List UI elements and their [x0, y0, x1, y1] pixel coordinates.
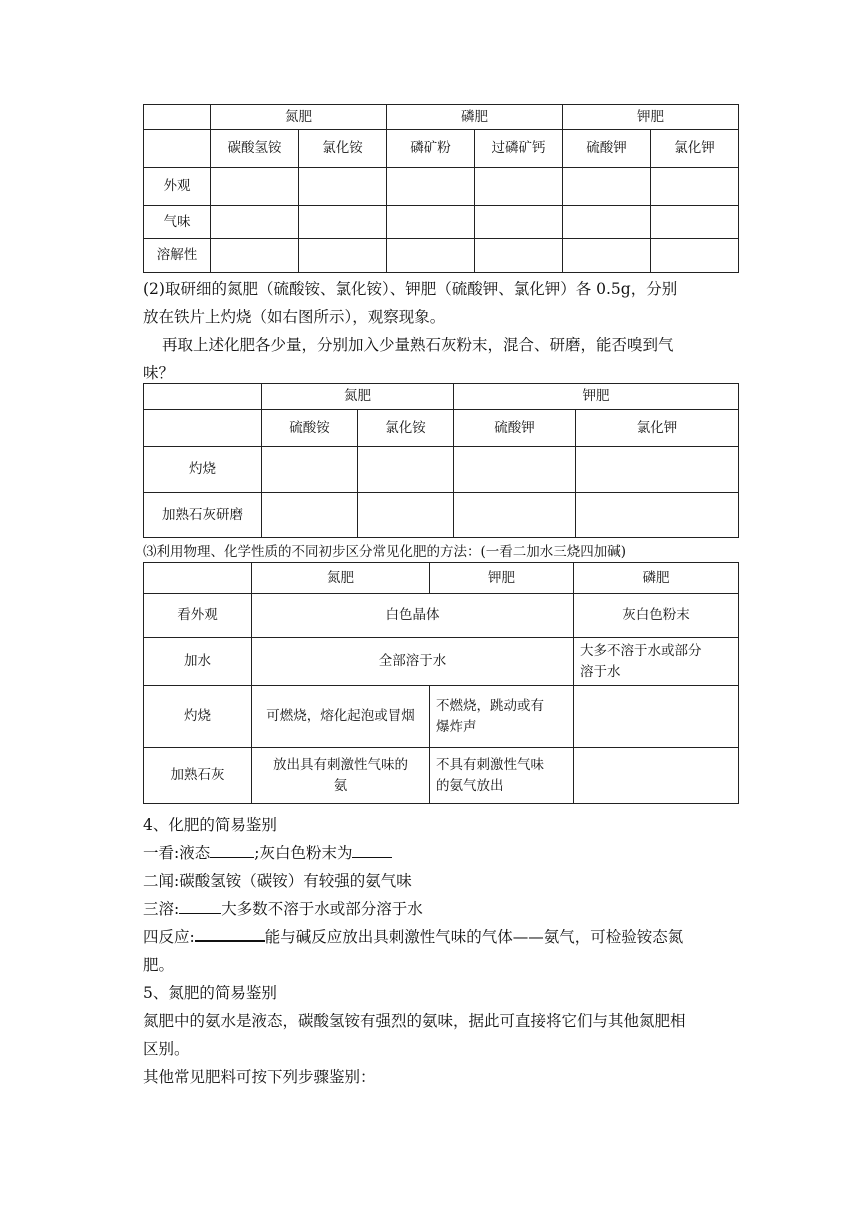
item-header: 氯化铵	[299, 130, 387, 168]
corner-cell	[144, 563, 252, 594]
section5-paragraph-line3: 其他常见肥料可按下列步骤鉴别：	[143, 1068, 376, 1086]
answer-cell[interactable]	[387, 168, 475, 206]
answer-cell[interactable]	[576, 493, 739, 538]
answer-cell[interactable]	[475, 168, 563, 206]
header-potassium: 钾肥	[430, 563, 574, 594]
answer-cell[interactable]	[563, 168, 651, 206]
blank-liquid[interactable]	[210, 856, 254, 858]
cell-text-line: 氨	[333, 777, 348, 794]
item-header: 过磷矿钙	[475, 130, 563, 168]
answer-cell[interactable]	[651, 206, 739, 239]
react-text: 四反应:	[143, 928, 195, 946]
item-header: 硫酸铵	[262, 410, 358, 447]
corner-cell	[144, 410, 262, 447]
answer-cell[interactable]	[475, 239, 563, 273]
row-label: 灼烧	[144, 686, 252, 748]
cell-text-line: 的氨气放出	[436, 777, 504, 794]
cell-text-line: 溶于水	[580, 663, 621, 680]
cell-dissolve: 全部溶于水	[252, 638, 574, 686]
dissolve-text-2: 大多数不溶于水或部分溶于水	[221, 900, 423, 918]
cell-text-line: 不燃烧，跳动或有	[436, 698, 544, 715]
item-header: 氯化钾	[651, 130, 739, 168]
answer-cell[interactable]	[651, 239, 739, 273]
section4-title: 4、化肥的简易鉴别	[143, 816, 277, 834]
group-header-phosphorus: 磷肥	[387, 105, 563, 130]
step2-line1: (2)取研细的氮肥（硫酸铵、氯化铵）、钾肥（硫酸钾、氯化钾）各 0.5g，分别	[143, 280, 678, 298]
look-text: 一看:液态	[143, 844, 211, 862]
answer-cell[interactable]	[299, 168, 387, 206]
cell-text-line: 大多不溶于水或部分	[580, 643, 702, 660]
row-label: 看外观	[144, 594, 252, 638]
header-phosphorus: 磷肥	[574, 563, 739, 594]
section5-paragraph-line2: 区别。	[143, 1040, 190, 1058]
answer-cell[interactable]	[576, 447, 739, 493]
row-label: 外观	[144, 168, 211, 206]
cell-text-line: 不具有刺激性气味	[436, 757, 544, 774]
item-header: 磷矿粉	[387, 130, 475, 168]
fertilizer-distinction-table	[143, 562, 739, 804]
step3-title: ⑶利用物理、化学性质的不同初步区分常见化肥的方法：(一看二加水三烧四加碱)	[143, 544, 627, 560]
cell-text-line: 放出具有刺激性气味的	[273, 757, 408, 774]
answer-cell[interactable]	[651, 168, 739, 206]
section4-look-line	[143, 839, 392, 867]
fertilizer-observation-table	[143, 104, 739, 273]
step2-line2: 放在铁片上灼烧（如右图所示），观察现象。	[143, 308, 446, 326]
row-label: 溶解性	[144, 239, 211, 273]
step2-line3: 再取上述化肥各少量，分别加入少量熟石灰粉末，混合、研磨，能否嗅到气	[162, 336, 674, 354]
answer-cell[interactable]	[358, 447, 454, 493]
answer-cell[interactable]	[454, 493, 576, 538]
answer-cell[interactable]	[211, 168, 299, 206]
item-header: 碳酸氢铵	[211, 130, 299, 168]
group-header-nitrogen: 氮肥	[262, 384, 454, 410]
cell-potassium-lime	[430, 748, 574, 804]
cell-nitrogen-burn: 可燃烧，熔化起泡或冒烟	[252, 686, 430, 748]
look-text-2: ;灰白色粉末为	[254, 844, 353, 862]
burn-and-lime-test-table	[143, 383, 739, 538]
cell-phos-dissolve	[574, 638, 739, 686]
blank-dissolve[interactable]	[179, 912, 221, 914]
answer-cell[interactable]	[211, 239, 299, 273]
item-header: 氯化铵	[358, 410, 454, 447]
react-text-2: 能与碱反应放出具刺激性气味的气体——氨气，可检验铵态氮	[264, 928, 684, 946]
row-label: 灼烧	[144, 447, 262, 493]
dissolve-text: 三溶:	[143, 900, 180, 918]
answer-cell[interactable]	[211, 206, 299, 239]
step2-line4: 味？	[143, 364, 175, 382]
answer-cell[interactable]	[358, 493, 454, 538]
corner-cell	[144, 384, 262, 410]
answer-cell[interactable]	[262, 447, 358, 493]
cell-white-crystal: 白色晶体	[252, 594, 574, 638]
group-header-nitrogen: 氮肥	[211, 105, 387, 130]
empty-cell	[574, 748, 739, 804]
section4-react-line-cont: 肥。	[143, 956, 175, 974]
empty-cell	[574, 686, 739, 748]
section4-smell-line: 二闻:碳酸氢铵（碳铵）有较强的氨气味	[143, 872, 412, 890]
section5-paragraph-line1: 氮肥中的氨水是液态，碳酸氢铵有强烈的氨味，据此可直接将它们与其他氮肥相	[143, 1012, 686, 1030]
row-label: 加熟石灰研磨	[144, 493, 262, 538]
cell-potassium-burn	[430, 686, 574, 748]
answer-cell[interactable]	[299, 239, 387, 273]
answer-cell[interactable]	[475, 206, 563, 239]
corner-cell	[144, 130, 211, 168]
group-header-potassium: 钾肥	[563, 105, 739, 130]
answer-cell[interactable]	[387, 239, 475, 273]
row-label: 气味	[144, 206, 211, 239]
item-header: 硫酸钾	[563, 130, 651, 168]
cell-nitrogen-lime	[252, 748, 430, 804]
answer-cell[interactable]	[387, 206, 475, 239]
answer-cell[interactable]	[262, 493, 358, 538]
cell-text-line: 爆炸声	[436, 718, 477, 735]
cell-gray-powder: 灰白色粉末	[574, 594, 739, 638]
row-label: 加水	[144, 638, 252, 686]
section4-dissolve-line	[143, 895, 423, 923]
blank-react[interactable]	[195, 939, 265, 942]
answer-cell[interactable]	[299, 206, 387, 239]
row-label: 加熟石灰	[144, 748, 252, 804]
answer-cell[interactable]	[563, 206, 651, 239]
blank-gray-powder[interactable]	[352, 856, 392, 858]
answer-cell[interactable]	[563, 239, 651, 273]
section4-react-line	[143, 923, 683, 951]
header-nitrogen: 氮肥	[252, 563, 430, 594]
item-header: 硫酸钾	[454, 410, 576, 447]
corner-cell	[144, 105, 211, 130]
item-header: 氯化钾	[576, 410, 739, 447]
answer-cell[interactable]	[454, 447, 576, 493]
group-header-potassium: 钾肥	[454, 384, 739, 410]
section5-title: 5、氮肥的简易鉴别	[143, 984, 277, 1002]
